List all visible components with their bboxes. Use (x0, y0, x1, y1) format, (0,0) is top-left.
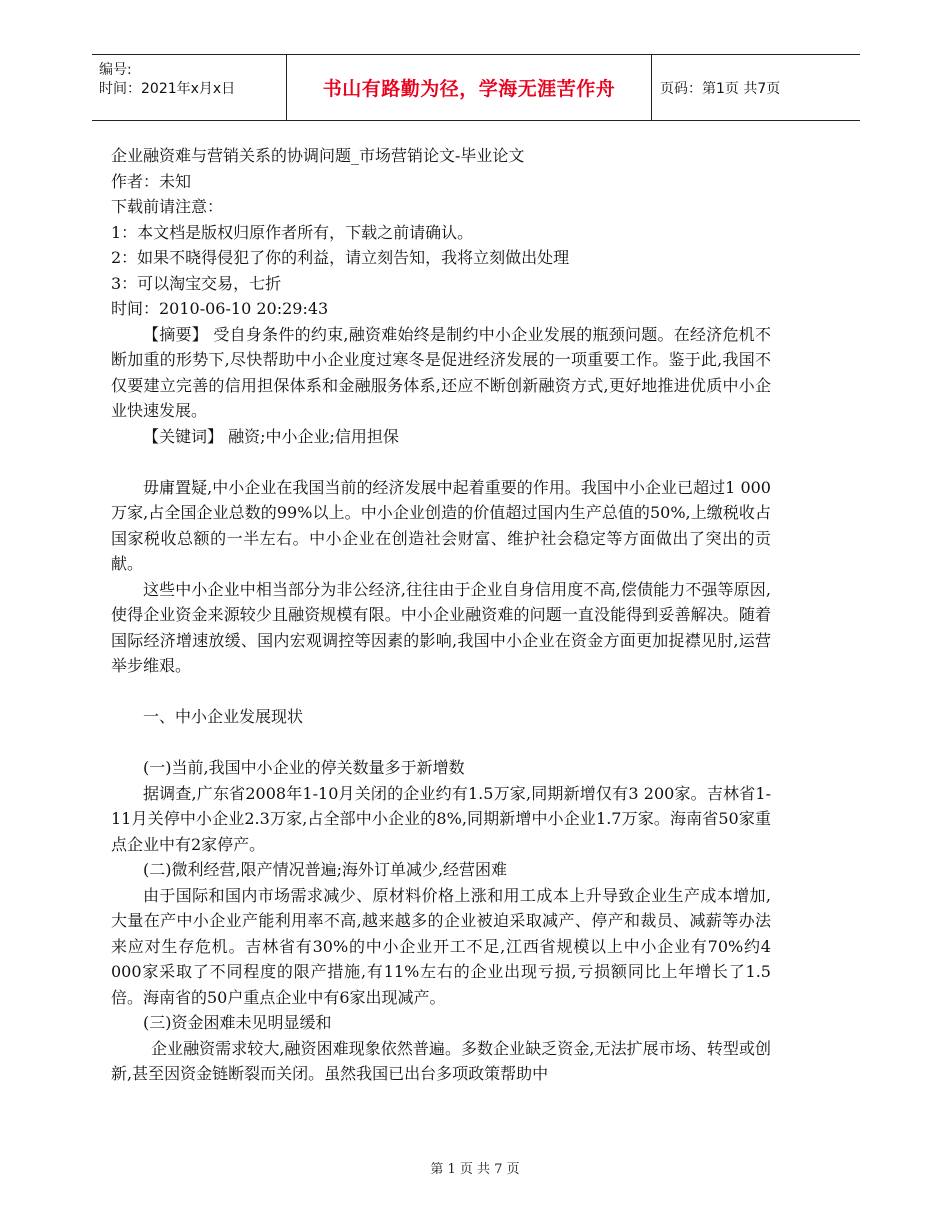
body-paragraph: 据调查,广东省2008年1-10月关闭的企业约有1.5万家,同期新增仅有3 200家。吉林省1-11月关停中小企业2.3万家,占全部中小企业的8%,同期新增中小企业1.7万家。海南省50家重点企业中有2家停产。 (111, 783, 771, 854)
subsection-heading: (二)微利经营,限产情况普遍;海外订单减少,经营困难 (143, 860, 508, 879)
notice-item: 1：本文档是版权归原作者所有，下载之前请确认。 (111, 222, 474, 242)
header-time-label: 时间：2021年x月x日 (99, 81, 236, 97)
header-motto: 书山有路勤为径，学海无涯苦作舟 (286, 55, 652, 120)
body-paragraph: 由于国际和国内市场需求减少、原材料价格上涨和用工成本上升导致企业生产成本增加,大量在产中小企业产能利用率不高,越来越多的企业被迫采取减产、停产和裁员、减薪等办法来应对生存危机。吉林省有30%的中小企业开工不足,江西省规模以上中小企业有70%约4 000家采取了不同程度的限产措施,有11%左右的企业出现亏损,亏损额同比上年增长了1.5倍。海南省的50户重点企业中有6家出现减产。 (111, 885, 771, 1007)
header-info-cell (92, 55, 286, 120)
document-body (111, 143, 771, 1087)
header-page-info: 页码：第1页 共7页 (660, 80, 781, 97)
notice-heading: 下载前请注意： (111, 197, 224, 216)
page-footer: 第 1 页 共 7 页 (430, 1162, 520, 1177)
body-paragraph: 这些中小企业中相当部分为非公经济,往往由于企业自身信用度不高,偿债能力不强等原因,使得企业资金来源较少且融资规模有限。中小企业融资难的问题一直没能得到妥善解决。随着国际经济增速放缓、国内宏观调控等因素的影响,我国中小企业在资金方面更加捉襟见肘,运营举步维艰。 (111, 579, 771, 675)
body-paragraph: 企业融资需求较大,融资困难现象依然普遍。多数企业缺乏资金,无法扩展市场、转型或创新,甚至因资金链断裂而关闭。虽然我国已出台多项政策帮助中 (111, 1038, 771, 1083)
subsection-heading: (一)当前,我国中小企业的停关数量多于新增数 (143, 758, 465, 777)
body-paragraph: 毋庸置疑,中小企业在我国当前的经济发展中起着重要的作用。我国中小企业已超过1 000万家,占全国企业总数的99%以上。中小企业创造的价值超过国内生产总值的50%,上缴税收占国家税收总额的一半左右。中小企业在创造社会财富、维护社会稳定等方面做出了突出的贡献。 (111, 477, 771, 573)
article-author: 作者：未知 (111, 171, 192, 191)
section-heading: 一、中小企业发展现状 (143, 707, 304, 726)
header-number-label: 编号: (99, 62, 132, 78)
blank-line (111, 679, 771, 705)
notice-item: 3：可以淘宝交易，七折 (111, 273, 282, 293)
article-title: 企业融资难与营销关系的协调问题_市场营销论文-毕业论文 (111, 146, 525, 165)
subsection-heading: (三)资金困难未见明显缓和 (143, 1013, 332, 1032)
page-header (92, 54, 860, 121)
abstract-paragraph: 【摘要】 受自身条件的约束,融资难始终是制约中小企业发展的瓶颈问题。在经济危机不断加重的形势下,尽快帮助中小企业度过寒冬是促进经济发展的一项重要工作。鉴于此,我国不仅要建立完善的信用担保体系和金融服务体系,还应不断创新融资方式,更好地推进优质中小企业快速发展。 (111, 324, 771, 420)
article-timestamp: 时间：2010-06-10 20:29:43 (111, 299, 329, 318)
keywords-line: 【关键词】 融资;中小企业;信用担保 (143, 426, 399, 446)
blank-line (111, 730, 771, 756)
notice-item: 2：如果不晓得侵犯了你的利益，请立刻告知，我将立刻做出处理 (111, 248, 570, 267)
blank-line (111, 449, 771, 475)
